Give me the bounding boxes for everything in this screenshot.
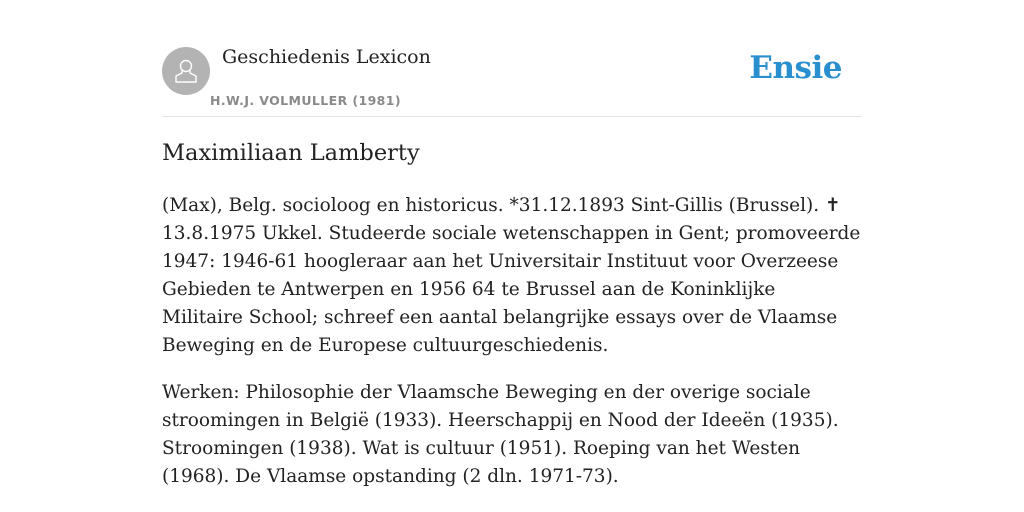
user-outline-icon	[173, 57, 199, 85]
page-container	[162, 0, 862, 487]
source-title[interactable]: Geschiedenis Lexicon	[222, 46, 431, 68]
entry-paragraph: Werken: Philosophie der Vlaamsche Beweging en der overige sociale stroomingen in België (1933). Heerschappij en Nood der Ideeën (1935). Stroomingen (1938). Wat is cultuur (1951). Roeping van het Westen (1968). De Vlaamse opstanding (2 dln. 1971-73).	[162, 381, 839, 487]
entry-header	[162, 0, 862, 117]
entry-title: Maximiliaan Lamberty	[162, 140, 420, 166]
entry-paragraph: (Max), Belg. socioloog en historicus. *31.12.1893 Sint-Gillis (Brussel). ✝ 13.8.1975 Ukkel. Studeerde sociale wetenschappen in Gent; promoveerde 1947: 1946-61 hoogleraar aan het Universitair Instituut voor Overzeese Gebieden te Antwerpen en 1956 64 te Brussel aan de Koninklijke Militaire School; schreef een aantal belangrijke essays over de Vlaamse Beweging en de Europese cultuurgeschiedenis.	[162, 195, 861, 356]
brand-logo[interactable]: Ensie	[749, 50, 842, 86]
entry-body	[162, 192, 862, 509]
author-byline[interactable]: H.W.J. VOLMULLER (1981)	[210, 93, 401, 108]
user-avatar-icon[interactable]	[162, 47, 210, 95]
